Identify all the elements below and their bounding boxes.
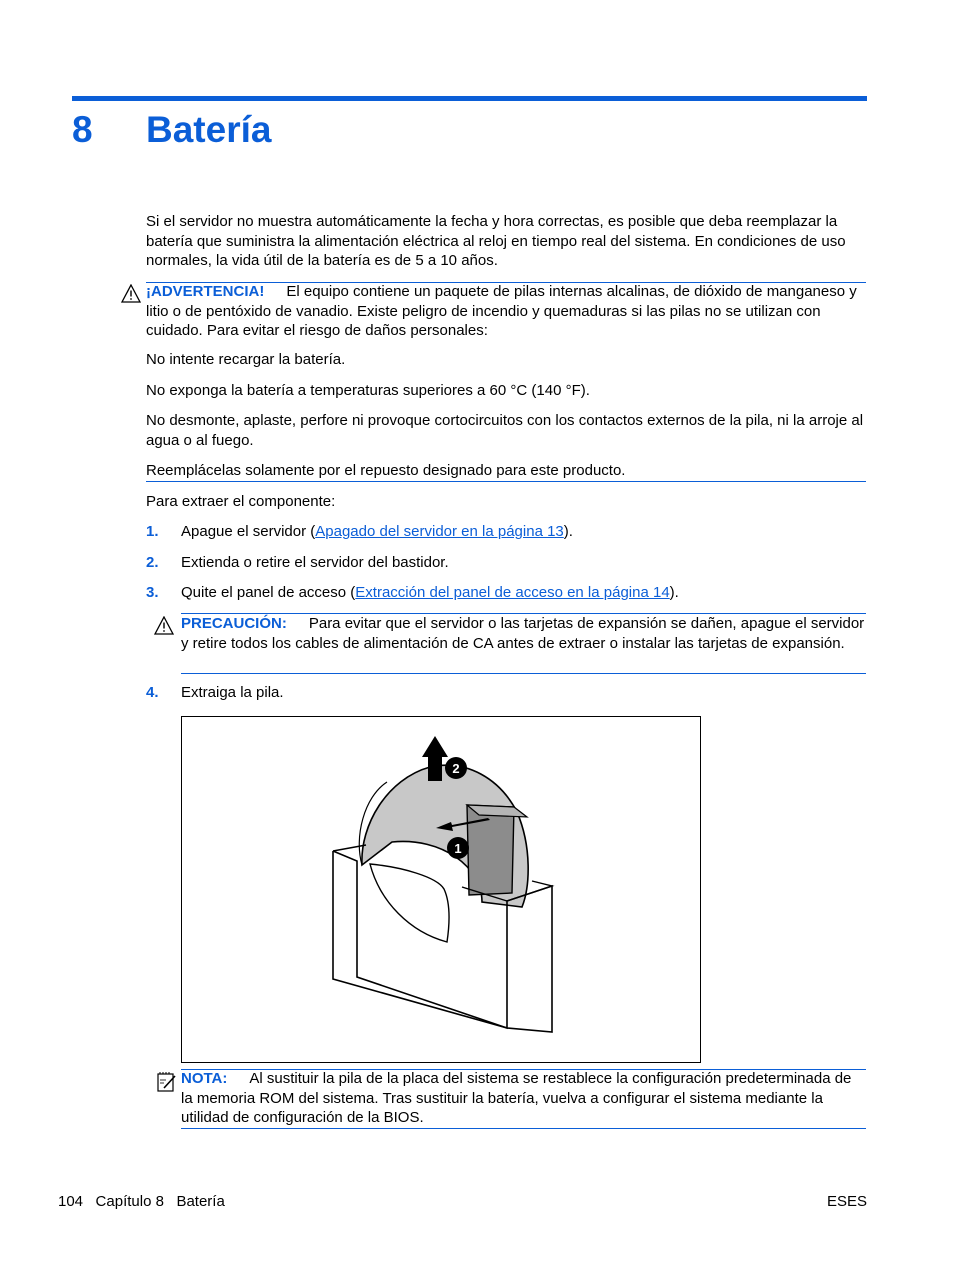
battery-illustration — [182, 717, 700, 1062]
step-text: Apague el servidor (Apagado del servidor en la página 13). — [181, 523, 573, 540]
caution-label: PRECAUCIÓN: — [181, 615, 287, 632]
step-number: 4. — [146, 684, 159, 701]
battery-removal-figure — [181, 716, 701, 1063]
remove-access-panel-link[interactable]: Extracción del panel de acceso en la página 14 — [355, 584, 670, 601]
warning-item: No exponga la batería a temperaturas superiores a 60 °C (140 °F). — [146, 382, 590, 399]
warning-triangle-icon — [121, 284, 141, 303]
note-label: NOTA: — [181, 1070, 228, 1087]
caution-paragraph — [181, 614, 866, 653]
warning-item: No intente recargar la batería. — [146, 351, 346, 368]
warning-text: El equipo contiene un paquete de pilas internas alcalinas, de dióxido de manganeso y litio o de pentóxido de vanadio. Existe peligro de incendio y quemaduras si las pilas no se utilizan con cuidado. Para evitar el riesgo de daños personales: — [146, 283, 857, 339]
caution-bottom-rule — [181, 673, 866, 674]
note-paragraph — [181, 1069, 866, 1128]
warning-bottom-rule — [146, 481, 866, 482]
note-text: Al sustituir la pila de la placa del sistema se restablece la configuración predeterminada de la memoria ROM del sistema. Tras sustituir la batería, vuelva a configurar el sistema mediante la utilidad de configuración de la BIOS. — [181, 1070, 852, 1126]
footer-language-code: ESES — [826, 1193, 867, 1210]
step-number: 2. — [146, 554, 159, 571]
svg-text:2: 2 — [452, 761, 460, 776]
warning-label: ¡ADVERTENCIA! — [146, 283, 265, 300]
caution-triangle-icon — [154, 616, 174, 635]
warning-item: No desmonte, aplaste, perfore ni provoque cortocircuitos con los contactos externos de la pila, ni la arroje al agua o al fuego. — [146, 412, 864, 449]
shutdown-server-link[interactable]: Apagado del servidor en la página 13 — [315, 523, 564, 540]
step-number: 3. — [146, 584, 159, 601]
chapter-number: 8 — [72, 109, 93, 150]
intro-paragraph: Si el servidor no muestra automáticamente la fecha y hora correctas, es posible que deba reemplazar la batería que suministra la alimentación eléctrica al reloj en tiempo real del sistema. En condiciones de uso normales, la vida útil de la batería es de 5 a 10 años. — [146, 213, 846, 269]
svg-text:1: 1 — [454, 841, 462, 856]
footer-chapter-ref: Capítulo 8 — [95, 1193, 164, 1210]
warning-paragraph — [146, 282, 866, 341]
chapter-title-bar — [72, 96, 867, 101]
chapter-title: Batería — [146, 109, 272, 150]
footer-chapter-name: Batería — [176, 1193, 225, 1210]
step-text: Extraiga la pila. — [181, 684, 284, 701]
procedure-intro: Para extraer el componente: — [146, 493, 336, 510]
page-footer-left — [58, 1192, 225, 1211]
step-number: 1. — [146, 523, 159, 540]
warning-item: Reemplácelas solamente por el repuesto designado para este producto. — [146, 462, 626, 479]
page-number: 104 — [58, 1193, 84, 1210]
caution-text: Para evitar que el servidor o las tarjetas de expansión se dañen, apague el servidor y retire todos los cables de alimentación de CA antes de extraer o instalar las tarjetas de expansión. — [181, 615, 865, 652]
note-pad-icon — [156, 1071, 178, 1093]
step-text: Quite el panel de acceso (Extracción del panel de acceso en la página 14). — [181, 584, 679, 601]
note-bottom-rule — [181, 1128, 866, 1129]
step-text: Extienda o retire el servidor del bastidor. — [181, 554, 449, 571]
